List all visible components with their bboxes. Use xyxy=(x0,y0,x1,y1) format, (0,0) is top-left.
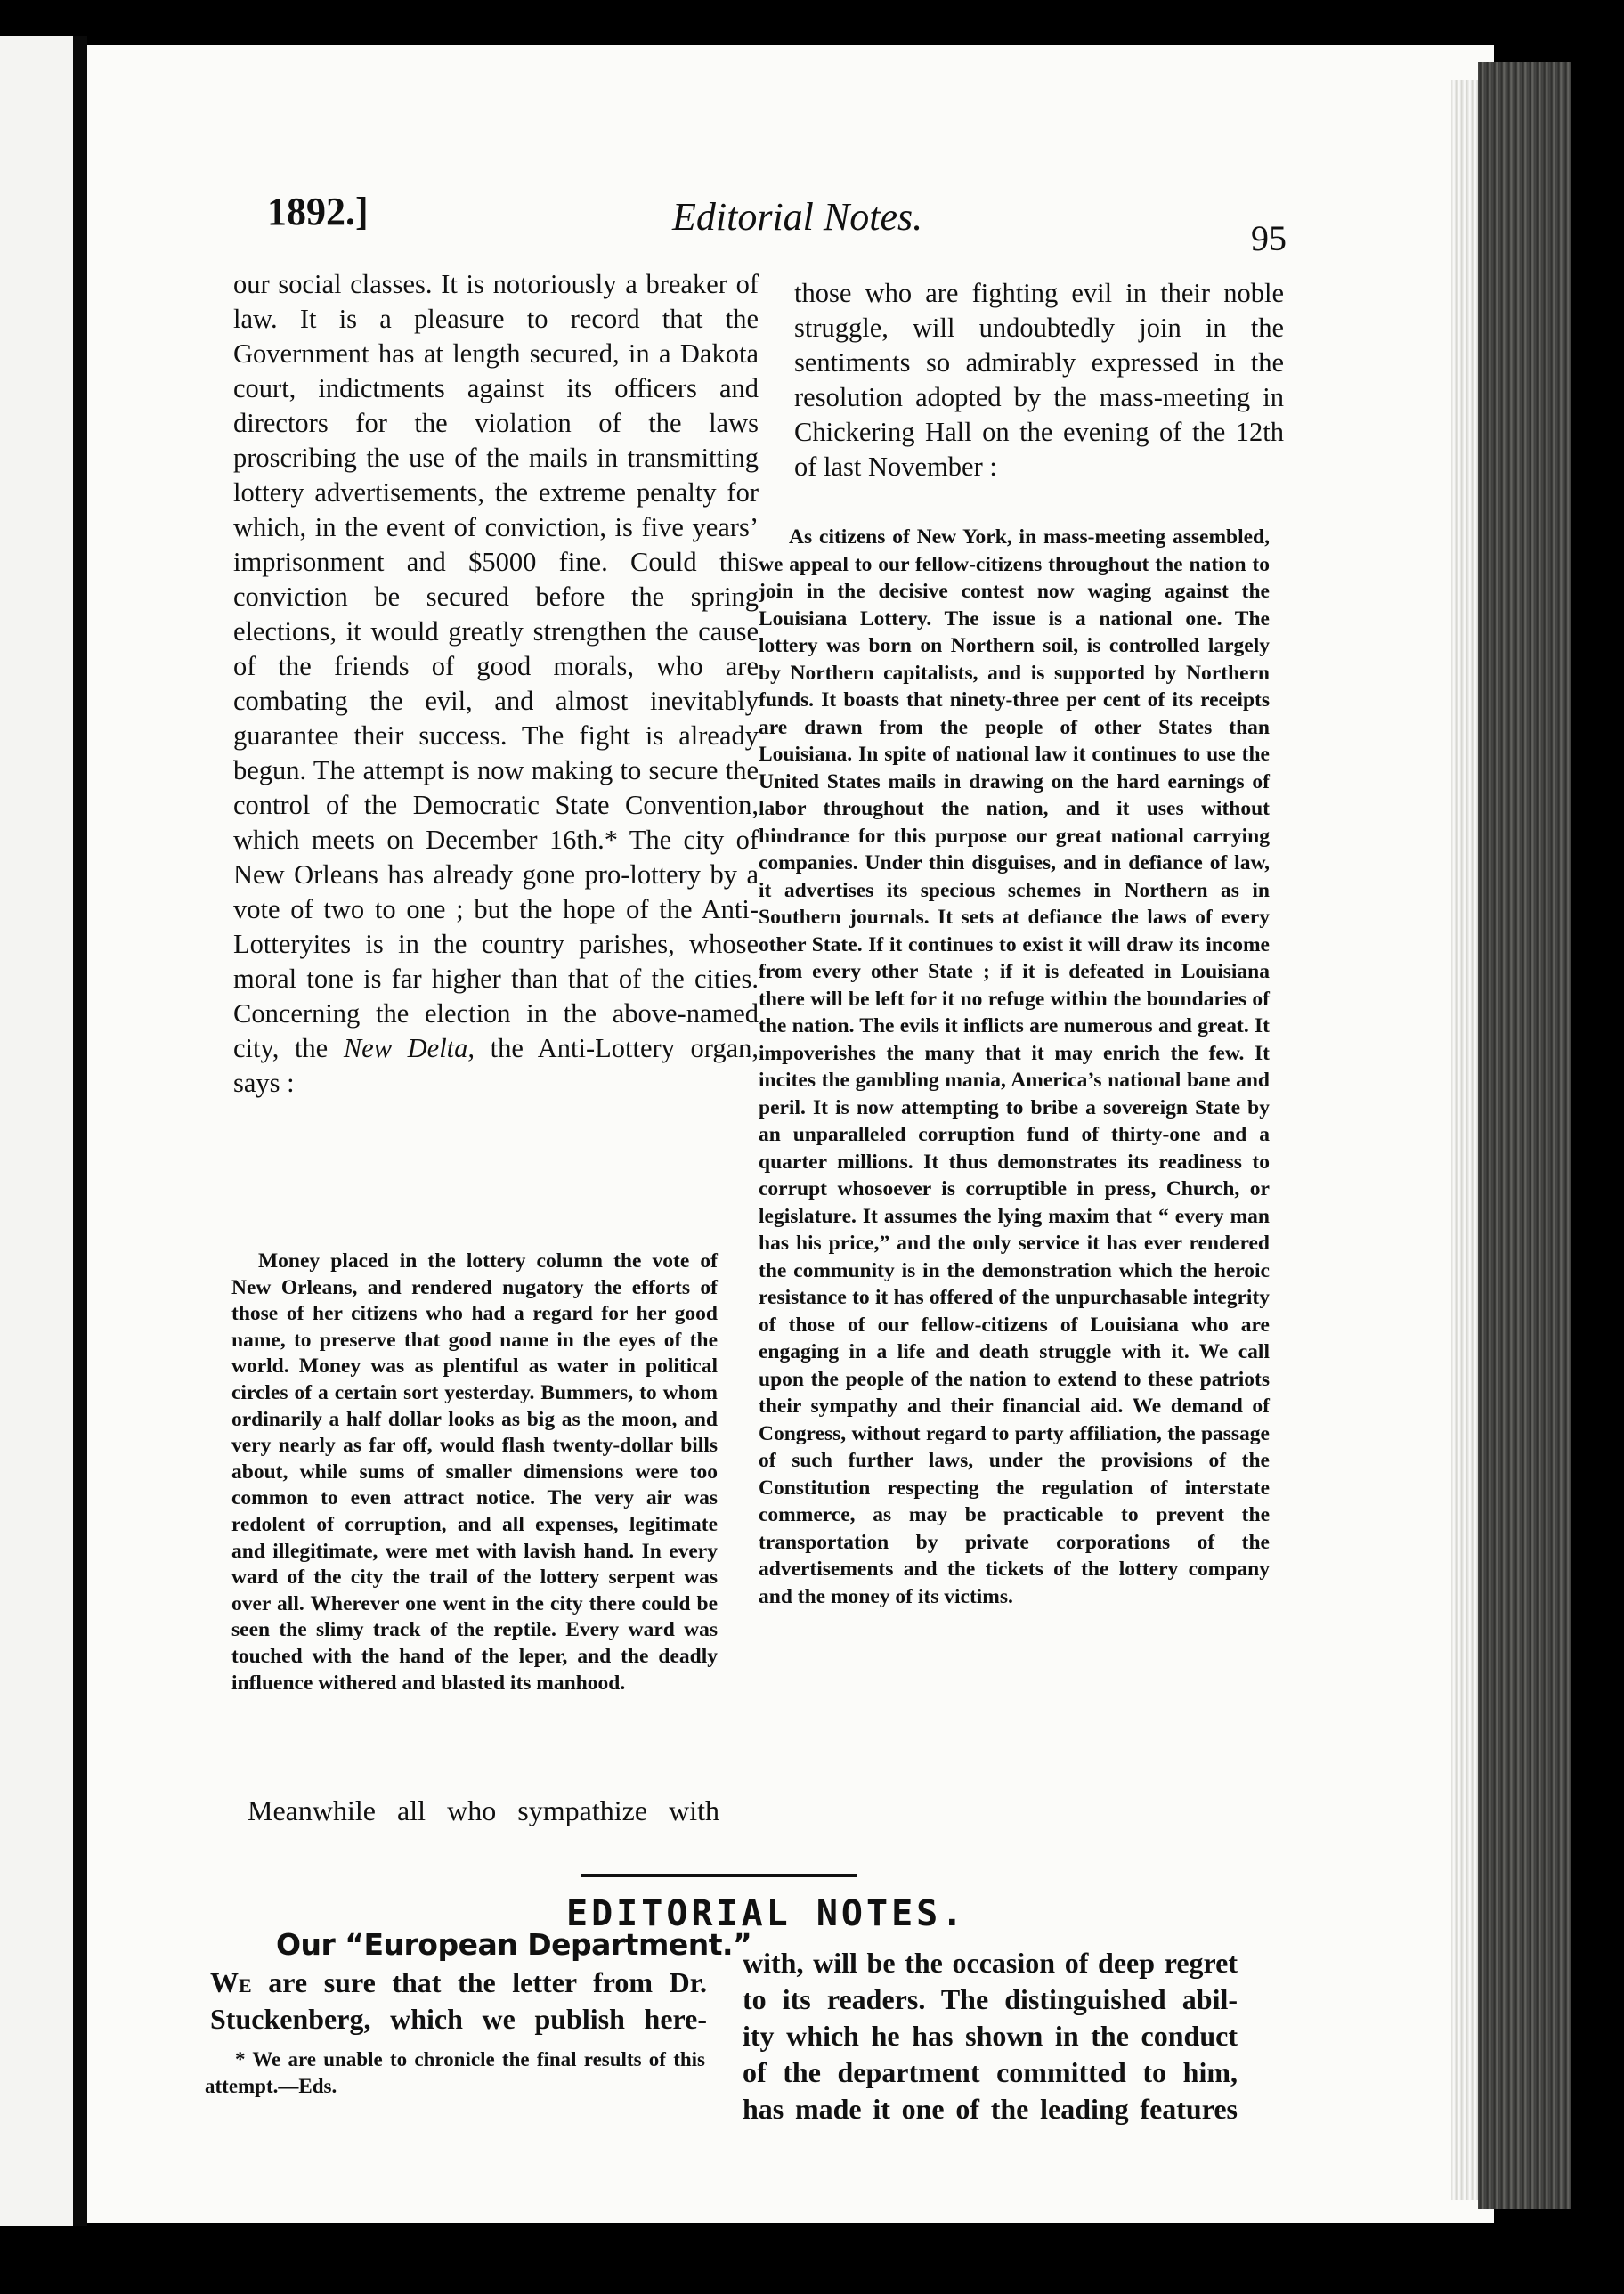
running-head-year: 1892.] xyxy=(267,190,369,233)
editorial-line: of the department committed to him, xyxy=(743,2056,1238,2088)
editorial-column-1 xyxy=(210,1965,707,2038)
editorial-line: Stuckenberg, which we publish here- xyxy=(210,2003,707,2035)
section-heading: EDITORIAL NOTES. xyxy=(566,1893,967,1934)
facing-page-edge xyxy=(0,36,73,2226)
column-1-text: our social classes. It is notoriously a breaker of law. It is a pleasure to record that the Government has at length secured, in a Dakota court, indictments against its officers and directors for the violation of the laws proscribing the use of the mails in transmitting lottery advertisements, the extreme penalty for which, in the event of conviction, is five years’ imprisonment and $5000 fine. Could this conviction be secured before the spring elections, it would greatly strengthen the cause of the friends of good morals, who are combating the evil, and almost inevitably guarantee their success. The fight is already begun. The attempt is now making to secure the control of the Democratic State Convention, which meets on December 16th.* The city of New Orleans has already gone pro-lottery by a vote of two to one ; but the hope of the Anti-Lotteryites is in the country parishes, whose moral tone is far higher than that of the cities. Concerning the election in the above-named city, the xyxy=(233,269,759,1063)
resolution-text: As citizens of New York, in mass-meeting assembled, we appeal to our fellow-citizens throughout the nation to join in the decisive contest now waging against the Louisiana Lottery. The issue is a national one. The lottery was born on Northern soil, is controlled largely by Northern capitalists, and is supported by Northern funds. It boasts that ninety-three per cent of its receipts are drawn from the people of other States than Louisiana. In spite of national law it continues to use the United States mails in drawing on the hard earnings of labor throughout the nation, and it uses without hindrance for this purpose our great national carrying companies. Under thin disguises, and in defiance of law, it advertises its specious schemes in Northern as in Southern journals. It sets at defiance the laws of every other State. If it continues to exist it will draw its income from every other State ; if it is defeated in Louisiana there will be left for it no refuge within the boundaries of the nation. The evils it inflicts are numerous and great. It impoverishes the many that it may enrich the few. It incites the gambling mania, America’s national bane and peril. It is now attempting to bribe a sovereign State by an unparalleled corruption fund of thirty-one and a quarter millions. It thus demonstrates its readiness to corrupt whosoever is corruptible in press, Church, or legislature. It assumes the lying maxim that “ every man has his price,” and the only service it has ever rendered the community is in the demonstration which the heroic resistance to it has offered of the unpurchasable integrity of those of our fellow-citizens of Louisiana who are engaging in a life and death struggle with it. We call upon the people of the nation to extend to these patriots their sympathy and their financial aid. We demand of Congress, without regard to party affiliation, the passage of such further laws, under the provisions of the Constitution respecting the regulation of interstate commerce, as may be practicable to prevent the transportation by private corporations of the advertisements and the tickets of the lottery company and the money of its victims. xyxy=(759,525,1270,1608)
editorial-line: ity which he has shown in the conduct xyxy=(743,2020,1238,2052)
editorial-line: with, will be the occasion of deep regret xyxy=(743,1947,1238,1979)
column-2-paragraph xyxy=(794,276,1284,484)
book-gutter xyxy=(73,36,87,2226)
column-1-tail xyxy=(248,1794,719,1828)
quote-text: Money placed in the lottery column the vote of New Orleans, and rendered nugatory the efforts of those of her citizens who had a regard for her good name, to preserve that good name in the eyes of the world. Money was as plentiful as water in political circles of a certain sort yesterday. Bummers, to whom ordinarily a half dollar looks as big as the moon, and very nearly as far off, would flash twenty-dollar bills about, while sums of smaller dimensions were too common to even attract notice. The very air was redolent of corruption, and all expenses, legitimate and illegitimate, were met with lavish hand. In every ward of the city the trail of the lottery serpent was over all. Wherever one went in the city there could be seen the slimy track of the reptile. Every ward was touched with the hand of the leper, and the deadly influence withered and blasted its manhood. xyxy=(231,1249,718,1695)
editorial-line: to its readers. The distinguished abil- xyxy=(743,1983,1238,2015)
column-1-paragraph xyxy=(233,267,759,1101)
editorial-column-2 xyxy=(743,1945,1238,2127)
initial-word: We xyxy=(210,1966,252,1998)
column-1-text-end: the Anti-Lottery organ, says : xyxy=(233,1033,759,1098)
book-fore-edge xyxy=(1478,62,1571,2209)
newspaper-name: New Delta, xyxy=(343,1033,475,1063)
subheading: Our “European Department.” xyxy=(276,1927,752,1962)
section-divider xyxy=(581,1874,857,1877)
tail-text: Meanwhile all who sympathize with xyxy=(248,1794,719,1826)
running-head-title: Editorial Notes. xyxy=(672,195,923,239)
new-delta-quote xyxy=(231,1249,718,1696)
footnote xyxy=(205,2046,705,2100)
chickering-hall-resolution xyxy=(759,524,1270,1610)
editorial-line xyxy=(210,1965,707,2001)
column-2-text: those who are fighting evil in their noble struggle, will undoubtedly join in the sentiments so admirably expressed in the resolution adopted by the mass-meeting in Chickering Hall on the evening of the 12th of last November : xyxy=(794,278,1284,482)
page-number: 95 xyxy=(1251,218,1287,258)
footnote-text: * We are unable to chronicle the final results of this attempt.—Eds. xyxy=(205,2048,705,2097)
editorial-line: has made it one of the leading features xyxy=(743,2093,1238,2125)
editorial-line-text: are sure that the letter from Dr. xyxy=(268,1966,708,1998)
